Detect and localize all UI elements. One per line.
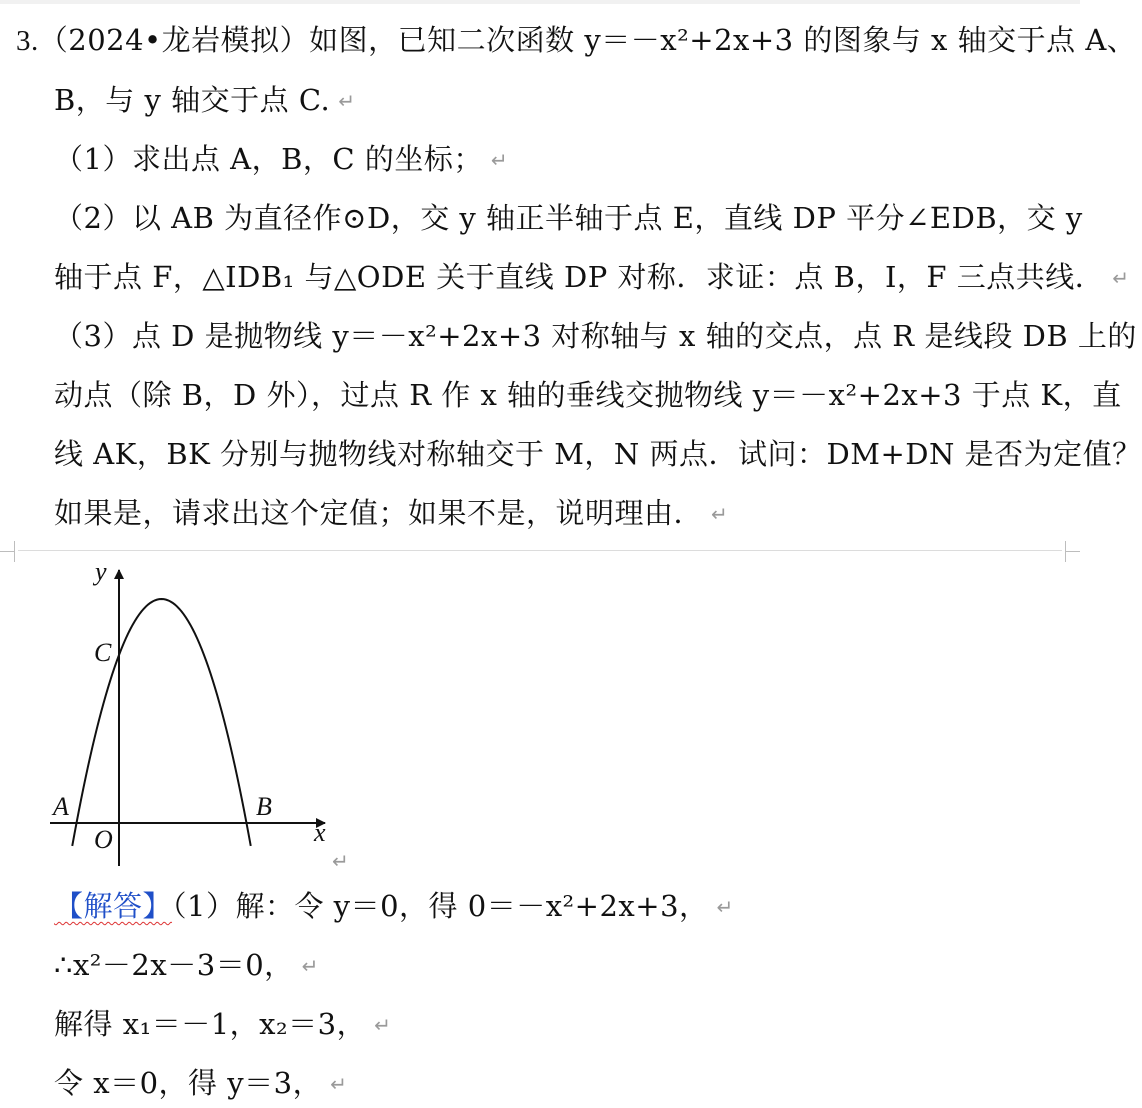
- part-3-line-1-text: （3）点 D 是抛物线 y＝－x²+2x+3 对称轴与 x 轴的交点，点 R 是线段 DB 上的: [54, 319, 1137, 353]
- paragraph-mark: ↵: [490, 148, 509, 172]
- part-1: [54, 139, 508, 180]
- solution-line-2-text: ∴x²－2x－3＝0，: [54, 948, 294, 982]
- part-3-line-4-text: 如果是，请求出这个定值；如果不是，说明理由．: [54, 496, 704, 530]
- point-a-label: A: [53, 792, 69, 821]
- solution-line-3: [54, 1004, 391, 1045]
- x-axis-label: x: [314, 818, 326, 847]
- part-1-text: （1）求出点 A，B，C 的坐标；: [54, 142, 483, 176]
- part-3-line-2-text: 动点（除 B，D 外），过点 R 作 x 轴的垂线交抛物线 y＝－x²+2x+3 于点 K，直: [54, 378, 1122, 412]
- part-3-line-4: [54, 493, 728, 534]
- part-3-line-3: [54, 434, 1142, 474]
- parabola-curve: [72, 599, 251, 846]
- solution-line-1-text: （1）解：令 y＝0，得 0＝－x²+2x+3，: [172, 889, 709, 923]
- margin-corner-mark: [0, 551, 15, 562]
- problem-line2-text: B，与 y 轴交于点 C.: [54, 83, 331, 117]
- part-2-line-2-text: 轴于点 F，△IDB₁ 与△ODE 关于直线 DP 对称．求证：点 B，I，F 三点共线．: [54, 260, 1105, 294]
- paragraph-mark: ↵: [332, 849, 349, 873]
- problem-source: （2024•龙岩模拟）: [38, 23, 310, 57]
- top-rule: [0, 0, 1080, 4]
- problem-intro-tail: 的图象与 x 轴交于点 A、: [803, 23, 1137, 57]
- paragraph-mark: ↵: [301, 954, 319, 978]
- paragraph-mark: ↵: [338, 89, 356, 113]
- paragraph-mark: ↵: [1112, 266, 1130, 290]
- origin-label: O: [94, 825, 113, 854]
- point-c-label: C: [94, 638, 112, 667]
- part-3-line-1: [54, 316, 1137, 356]
- function-formula: y＝－x²+2x+3: [584, 23, 794, 57]
- solution-line-2: [54, 945, 319, 986]
- problem-intro: 如图，已知二次函数: [309, 23, 575, 57]
- solution-line-3-text: 解得 x₁＝－1，x₂＝3，: [54, 1007, 367, 1041]
- parabola-graph: [40, 558, 370, 878]
- part-3-line-2: [54, 375, 1122, 415]
- paragraph-mark: ↵: [711, 502, 729, 526]
- paragraph-mark: ↵: [374, 1013, 392, 1037]
- paragraph-mark: ↵: [330, 1072, 348, 1096]
- problem-line-1: [16, 20, 1136, 61]
- solution-line-4: [54, 1063, 347, 1104]
- solution-line-4-text: 令 x＝0，得 y＝3，: [54, 1066, 323, 1100]
- section-separator: [18, 550, 1062, 551]
- problem-line-2: [54, 80, 356, 121]
- paragraph-mark: ↵: [716, 895, 734, 919]
- margin-corner-mark: [1065, 551, 1080, 562]
- problem-number: 3.: [16, 25, 39, 57]
- y-axis-label: y: [95, 557, 107, 586]
- part-2-line-1: [54, 198, 1083, 238]
- part-3-line-3-text: 线 AK，BK 分别与抛物线对称轴交于 M，N 两点．试问：DM+DN 是否为定值？: [54, 437, 1142, 471]
- part-2-line-1-text: （2）以 AB 为直径作⊙D，交 y 轴正半轴于点 E，直线 DP 平分∠EDB，交 y: [54, 201, 1083, 235]
- point-b-label: B: [256, 792, 272, 821]
- solution-tag: 【解答】: [54, 889, 173, 923]
- part-2-line-2: [54, 257, 1130, 298]
- solution-line-1: [54, 886, 734, 927]
